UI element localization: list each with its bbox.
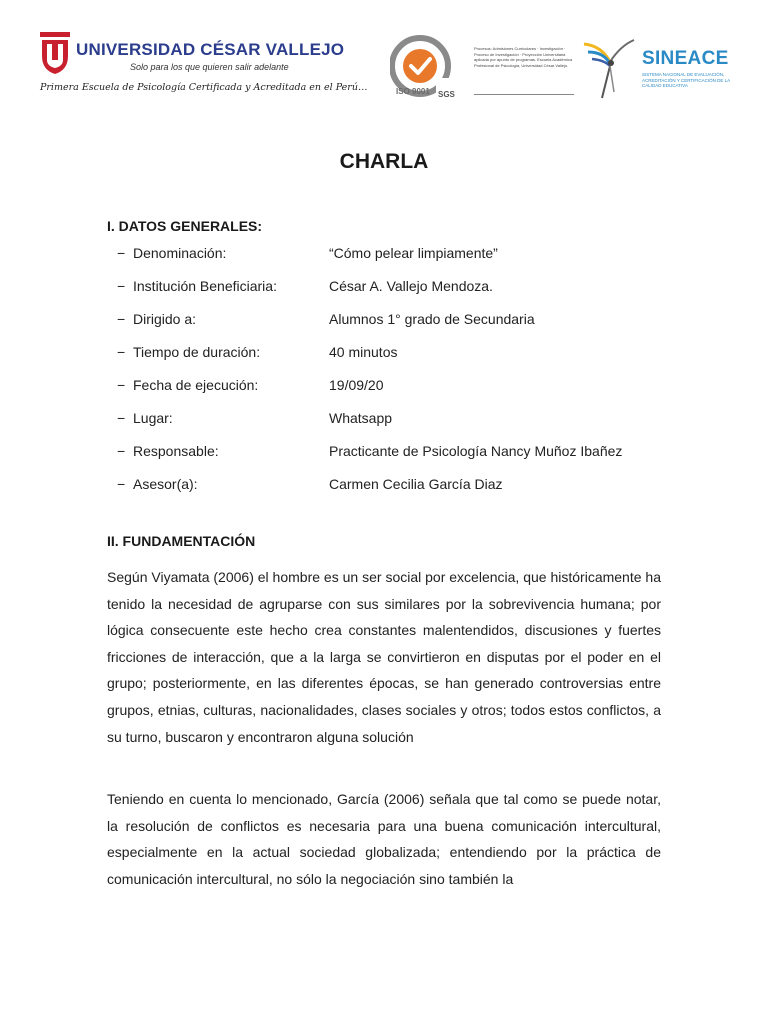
field-value: César A. Vallejo Mendoza.	[329, 278, 493, 294]
field-value: 19/09/20	[329, 377, 384, 393]
list-dash: −	[117, 443, 126, 459]
list-item	[107, 278, 667, 311]
field-label: Lugar:	[133, 410, 173, 426]
list-item	[107, 410, 667, 443]
list-item	[107, 311, 667, 344]
field-value: Practicante de Psicología Nancy Muñoz Ibañez	[329, 443, 623, 459]
list-dash: −	[117, 344, 126, 360]
field-label: Tiempo de duración:	[133, 344, 261, 360]
field-label: Denominación:	[133, 245, 227, 261]
list-item	[107, 443, 667, 476]
field-label: Responsable:	[133, 443, 219, 459]
datos-generales-list	[107, 245, 667, 509]
field-label: Dirigido a:	[133, 311, 197, 327]
list-item	[107, 344, 667, 377]
field-value: Alumnos 1° grado de Secundaria	[329, 311, 535, 327]
sineace-name: SINEACE	[642, 48, 729, 69]
iso-seal-labels	[394, 80, 474, 100]
university-name: UNIVERSIDAD CÉSAR VALLEJO	[76, 40, 345, 59]
field-value: 40 minutos	[329, 344, 398, 360]
sineace-bird-icon	[580, 32, 640, 102]
document-title: CHARLA	[339, 150, 429, 173]
iso-certifier: SGS	[438, 90, 455, 99]
iso-divider	[474, 94, 574, 95]
list-dash: −	[117, 278, 126, 294]
section-heading-fundamentacion: II. FUNDAMENTACIÓN	[107, 533, 256, 549]
list-dash: −	[117, 245, 126, 261]
ucv-shield-icon	[38, 30, 72, 76]
section-heading-datos-generales: I. DATOS GENERALES:	[107, 218, 263, 234]
paragraph-2: Teniendo en cuenta lo mencionado, García (2006) señala que tal como se puede notar, la resolución de conflictos es necesaria para una buena comunicación intercultural, especialmente en la actual sociedad globalizada; entendiendo por la práctica de comunicación intercultural, no sólo la negociación sino también la	[107, 791, 661, 887]
field-value: Carmen Cecilia García Diaz	[329, 476, 503, 492]
iso-certification	[390, 32, 576, 102]
sineace-description: SISTEMA NACIONAL DE EVALUACIÓN, ACREDITACIÓN Y CERTIFICACIÓN DE LA CALIDAD EDUCATIVA	[642, 72, 730, 88]
field-label: Institución Beneficiaria:	[133, 278, 277, 294]
field-label: Asesor(a):	[133, 476, 198, 492]
field-value: “Cómo pelear limpiamente”	[329, 245, 498, 261]
list-dash: −	[117, 377, 126, 393]
list-item	[107, 476, 667, 509]
list-dash: −	[117, 476, 126, 492]
iso-description: Procesos: Admisiones Curriculares · Investigación · Proceso de Investigación · Proyección Universitaria aplicada por apunto de programas. Escuela Académica Profesional de Psicología, Universidad César Vallejo.	[474, 46, 573, 68]
list-item	[107, 377, 667, 410]
list-dash: −	[117, 311, 126, 327]
ucv-logo	[38, 30, 345, 80]
list-dash: −	[117, 410, 126, 426]
document-header	[0, 0, 768, 110]
field-label: Fecha de ejecución:	[133, 377, 259, 393]
sineace-logo	[580, 32, 732, 102]
field-value: Whatsapp	[329, 410, 393, 426]
list-item	[107, 245, 667, 278]
school-tagline: Primera Escuela de Psicología Certificada y Acreditada en el Perú…	[40, 82, 368, 93]
university-slogan: Solo para los que quieren salir adelante	[130, 62, 289, 72]
paragraph-1: Según Viyamata (2006) el hombre es un ser social por excelencia, que históricamente ha tenido la necesidad de agruparse con sus similares por la sobrevivencia humana; por lógica consecuente este hecho crea constantes malentendidos, discusiones y fuertes fricciones de interacción, que a la larga se convirtieron en disputas por el poder en el grupo; posteriormente, en las diferentes épocas, se han generado controversias entre grupos, etnias, culturas, nacionalidades, clases sociales y otros; todos estos conflictos, a su turno, buscaron y encontraron alguna solución	[107, 569, 661, 745]
iso-seal-text: ISO 9001	[396, 87, 430, 96]
